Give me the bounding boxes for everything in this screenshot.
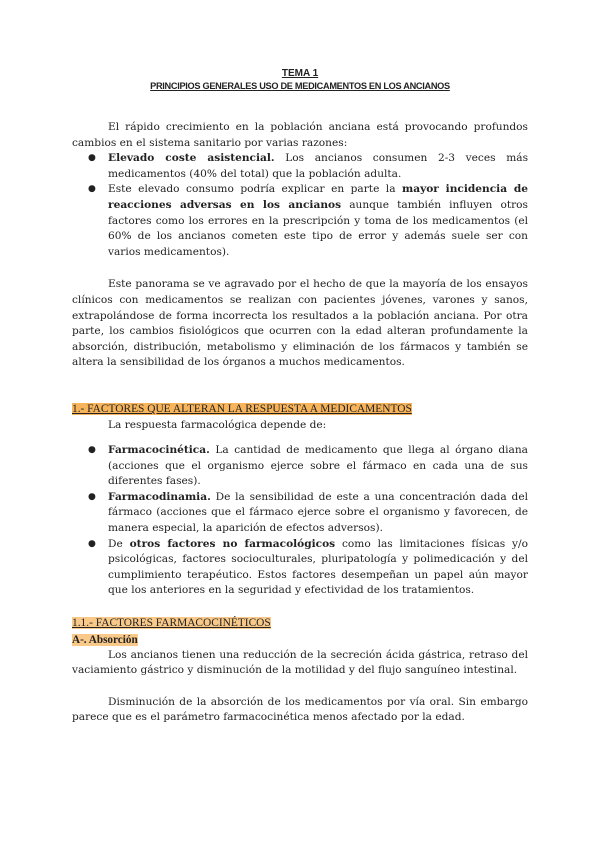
bullet-icon: ● [88, 445, 96, 456]
bullet-icon: ● [88, 491, 96, 502]
intro-bullet-list [72, 151, 528, 260]
bullet-icon: ● [88, 153, 96, 164]
document-page [72, 68, 528, 726]
factors-bullet-list [72, 443, 528, 599]
bullet-icon: ● [88, 184, 96, 195]
absorption-heading: A-. Absorción [72, 633, 138, 646]
list-item: ● Farmacocinética. La cantidad de medicamento que llega al órgano diana (acciones que el organismo ejerce sobre el fármaco en cada una de sus diferentes fases). [88, 444, 528, 488]
list-item: ● De otros factores no farmacológicos como las limitaciones físicas y/o psicológicas, factores socioculturales, pluripatología y polimedicación y del cumplimiento terapéutico. Estos factores desempeñan un papel aún mayor que los anteriores en la seguridad y efectividad de los tratamientos. [88, 537, 528, 597]
document-title: TEMA 1 [281, 68, 319, 79]
list-item: ● Elevado coste asistencial. Los ancianos consumen 2-3 veces más medicamentos (40% del total) que la población adulta. [88, 152, 529, 180]
oral-absorption-paragraph: Disminución de la absorción de los medicamentos por vía oral. Sin embargo parece que es el parámetro farmacocinética menos afectado por la edad. [72, 695, 528, 724]
list-item: ● Farmacodinamia. De la sensibilidad de este a una concentración dada del fármaco (acciones que el fármaco ejerce sobre el organismo y favorecen, de manera especial, la aparición de efectos adversos). [88, 490, 528, 535]
section-heading: 1.- FACTORES QUE ALTERAN LA RESPUESTA A MEDICAMENTOS [72, 402, 412, 415]
section-lead: La respuesta farmacológica depende de: [108, 418, 327, 431]
subsection-heading: 1.1.- FACTORES FARMACOCINÉTICOS [72, 617, 271, 630]
intro-paragraph: El rápido crecimiento en la población anciana está provocando profundos cambios en el sistema sanitario por varias razones: [72, 121, 528, 149]
absorption-paragraph: Los ancianos tienen una reducción de la secreción ácida gástrica, retraso del vaciamiento gástrico y disminución de la motilidad y del flujo sanguíneo intestinal. [72, 648, 528, 677]
list-item: ● Este elevado consumo podría explicar en parte la mayor incidencia de reacciones adversas en los ancianos aunque también influyen otros factores como los errores en la prescripción y toma de los medicamentos (el 60% de los ancianos cometen este tipo de error y además suele ser con varios medicamentos). [88, 183, 528, 258]
document-subtitle: PRINCIPIOS GENERALES USO DE MEDICAMENTOS EN LOS ANCIANOS [150, 81, 450, 91]
bullet-icon: ● [88, 538, 96, 549]
context-paragraph: Este panorama se ve agravado por el hecho de que la mayoría de los ensayos clínicos con medicamentos se realizan con pacientes jóvenes, varones y sanos, extrapolándose de forma incorrecta los resultados a la población anciana. Por otra parte, los cambios fisiológicos que ocurren con la edad alteran profundamente la absorción, distribución, metabolismo y eliminación de los fármacos y también se altera la sensibilidad de los órganos a muchos medicamentos. [72, 278, 528, 369]
